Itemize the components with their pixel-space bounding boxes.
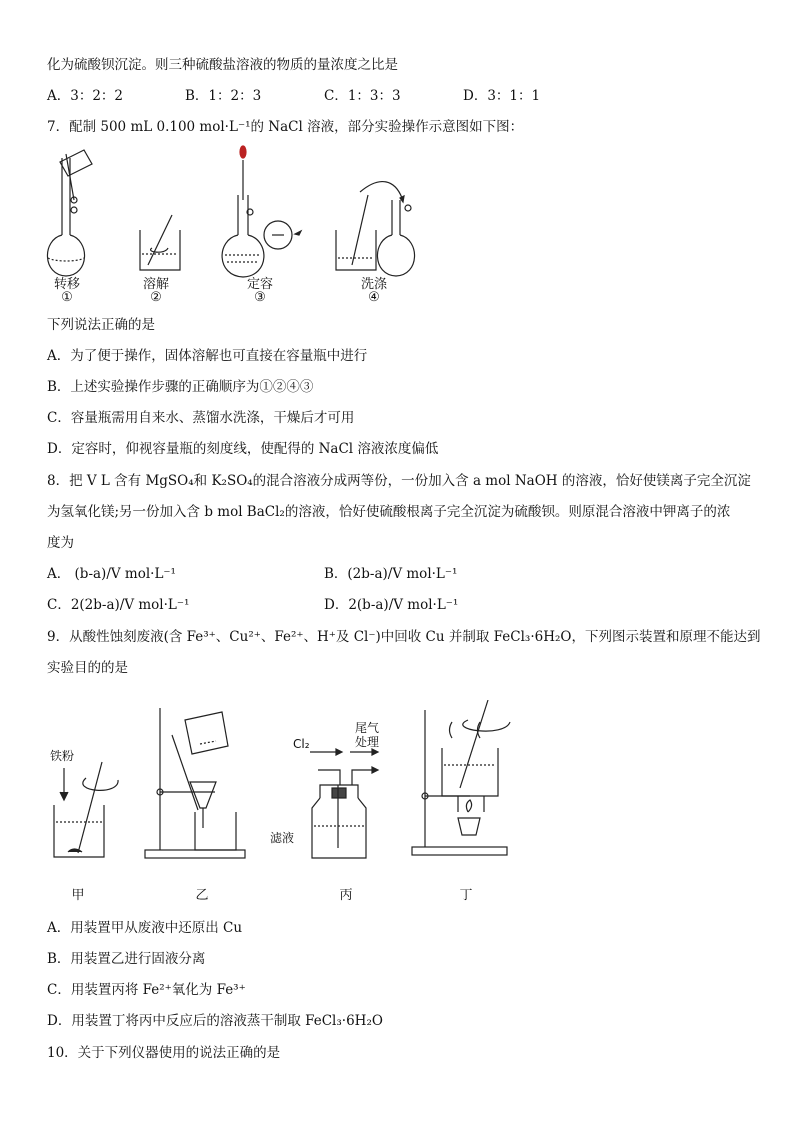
- q9-label-jia: 甲: [71, 888, 85, 903]
- q9-stem-line1: 9．从酸性蚀刻废液(含 Fe³⁺、Cu²⁺、Fe²⁺、H⁺及 Cl⁻)中回收 Cu 并制取 FeCl₃·6H₂O，下列图示装置和原理不能达到: [47, 629, 761, 645]
- q9-apparatus-ding: [412, 700, 510, 855]
- q6-option-c: C．1：3：3: [324, 88, 401, 104]
- q8-stem-line2: 为氢氧化镁;另一份加入含 b mol BaCl₂的溶液，恰好使硫酸根离子完全沉淀为硫酸钡。则原混合溶液中钾离子的浓: [47, 504, 731, 520]
- q7-stem: 7．配制 500 mL 0.100 mol·L⁻¹的 NaCl 溶液，部分实验操作示意图如下图：: [47, 119, 524, 135]
- q9-cl2-label: Cl₂: [293, 737, 310, 751]
- q7-label-3: 定容: [246, 277, 273, 292]
- q7-transfer-apparatus: [47, 150, 92, 276]
- q8-option-d: D．2(b-a)/V mol·L⁻¹: [324, 597, 459, 613]
- q8-options-row2: [47, 595, 747, 615]
- q9-iron-powder-label: 铁粉: [50, 749, 75, 763]
- q9-figure: [40, 700, 540, 865]
- q7-label-1: 转移: [53, 277, 80, 292]
- q6-options: [47, 86, 747, 106]
- q7-option-c: C．容量瓶需用自来水、蒸馏水洗涤，干燥后才可用: [47, 410, 355, 426]
- q7-wash-apparatus: [336, 182, 415, 276]
- q9-tail-gas-label-1: 尾气: [355, 721, 380, 735]
- q10-stem: 10．关于下列仪器使用的说法正确的是: [47, 1045, 281, 1061]
- q9-option-a: A．用装置甲从废液中还原出 Cu: [47, 920, 243, 936]
- q7-prompt: 下列说法正确的是: [47, 317, 155, 333]
- q7-volume-apparatus: [222, 146, 301, 277]
- q7-label-4: 洗涤: [360, 277, 387, 292]
- q8-option-a: A． (b-a)/V mol·L⁻¹: [47, 566, 176, 582]
- q6-stem-tail: 化为硫酸钡沉淀。则三种硫酸盐溶液的物质的量浓度之比是: [47, 57, 398, 73]
- q7-dissolve-apparatus: [140, 215, 180, 270]
- q7-number-4: ④: [368, 290, 380, 305]
- q8-options-row1: [47, 564, 747, 584]
- q6-option-d: D．3：1：1: [463, 88, 541, 104]
- q8-stem-line3: 度为: [47, 535, 74, 551]
- q9-option-b: B．用装置乙进行固液分离: [47, 951, 206, 967]
- q7-number-1: ①: [61, 290, 73, 305]
- q8-option-b: B．(2b-a)/V mol·L⁻¹: [324, 566, 458, 582]
- q9-tail-gas-label-2: 处理: [355, 735, 380, 749]
- q8-option-c: C．2(2b-a)/V mol·L⁻¹: [47, 597, 190, 613]
- q9-apparatus-bing: [310, 749, 378, 858]
- q7-label-2: 溶解: [142, 277, 169, 292]
- q9-label-bing: 丙: [339, 888, 353, 903]
- q8-stem-line1: 8．把 V L 含有 MgSO₄和 K₂SO₄的混合溶液分成两等份，一份加入含 a mol NaOH 的溶液，恰好使镁离子完全沉淀: [47, 473, 751, 489]
- q9-apparatus-yi: [145, 708, 245, 858]
- q9-option-d: D．用装置丁将丙中反应后的溶液蒸干制取 FeCl₃·6H₂O: [47, 1013, 383, 1029]
- q9-stem-line2: 实验目的的是: [47, 660, 128, 676]
- q9-label-ding: 丁: [459, 888, 473, 903]
- q7-option-b: B．上述实验操作步骤的正确顺序为①②④③: [47, 379, 314, 395]
- q7-option-d: D．定容时，仰视容量瓶的刻度线，使配得的 NaCl 溶液浓度偏低: [47, 441, 439, 457]
- q9-option-c: C．用装置丙将 Fe²⁺氧化为 Fe³⁺: [47, 982, 246, 998]
- q7-number-2: ②: [150, 290, 162, 305]
- q9-apparatus-jia: [54, 762, 118, 857]
- q9-filtrate-label: 滤液: [270, 831, 295, 845]
- q7-option-a: A．为了便于操作，固体溶解也可直接在容量瓶中进行: [47, 348, 368, 364]
- q7-number-3: ③: [254, 290, 266, 305]
- q6-option-b: B．1：2：3: [185, 88, 262, 104]
- q6-option-a: A．3：2：2: [47, 88, 124, 104]
- q9-label-yi: 乙: [195, 888, 209, 903]
